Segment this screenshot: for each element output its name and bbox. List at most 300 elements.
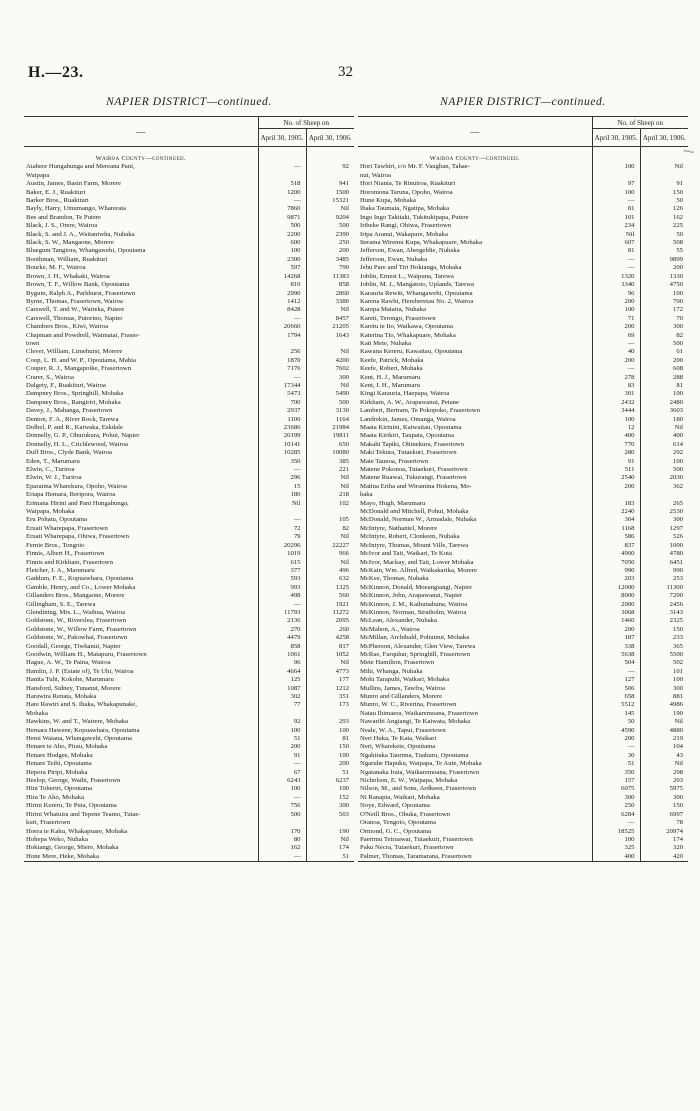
owner-name-cell: Matene Pokonoa, Tutaekuri, Frasertown (360, 466, 468, 474)
sheep-1905-cell: 593 (258, 575, 306, 583)
owner-name-cell: Goldstone, W., Riverslea, Frasertown (26, 617, 127, 625)
table-row (358, 634, 688, 642)
table-row (358, 584, 688, 592)
owner-name-cell: Hamlin, J. P. (Estate of), Te Uhi, Wairoa (26, 667, 134, 675)
sheep-1906-cell: 2325 (640, 617, 688, 625)
sheep-1906-cell: 250 (306, 239, 354, 247)
sheep-1905-cell: 12000 (592, 584, 640, 592)
sheep-1905-cell: 770 (592, 441, 640, 449)
sheep-1906-cell: 9204 (306, 214, 354, 222)
owner-name-cell: Noye, Edward, Opoutama (360, 802, 430, 810)
sheep-1906-cell: 1164 (306, 416, 354, 424)
owner-name-cell: Iripa Aranui, Wakapure, Mohaka (360, 230, 448, 238)
table-row (24, 508, 354, 516)
table-row (358, 332, 688, 340)
table-row (24, 743, 354, 751)
table-row (358, 844, 688, 852)
table-row (358, 819, 688, 827)
owner-name-cell: Mete Hamilton, Frasertown (360, 659, 435, 667)
sheep-1906-cell: 22227 (306, 542, 354, 550)
sheep-1906-cell: 300 (306, 374, 354, 382)
sheep-1905-cell: 100 (592, 836, 640, 844)
sheep-1905-cell: 81 (592, 247, 640, 255)
owner-name-cell: Baker, E. J., Ruakituri (26, 188, 86, 196)
table-row (358, 256, 688, 264)
table-row (358, 794, 688, 802)
sheep-1906-cell: 4750 (640, 281, 688, 289)
sheep-1905-cell: 615 (258, 559, 306, 567)
table-row (24, 685, 354, 693)
table-row (24, 315, 354, 323)
owner-name-cell: Iterama Wiremu Kupa, Whakapuare, Mohaka (360, 239, 483, 247)
table-row (24, 828, 354, 836)
sheep-1905-cell: 858 (258, 643, 306, 651)
sheep-1906-cell: 858 (306, 281, 354, 289)
table-row (358, 710, 688, 718)
owner-name-cell: Hemi Waiana, Whangawehi, Opoutama (26, 735, 132, 743)
sheep-1906-cell: 82 (306, 525, 354, 533)
owner-name-cell: Nicholson, E. W., Waipapa, Mohaka (360, 777, 458, 785)
sheep-1905-cell: 1320 (592, 273, 640, 281)
sheep-1905-cell: — (258, 163, 306, 171)
sheep-1906-cell: 150 (306, 743, 354, 751)
table-row (358, 357, 688, 365)
sheep-1906-cell: Nil (640, 424, 688, 432)
table-row (24, 760, 354, 768)
sheep-1906-cell: 2530 (640, 508, 688, 516)
sheep-1905-cell: 92 (258, 718, 306, 726)
table-row (24, 676, 354, 684)
sheep-1905-cell: 1061 (258, 651, 306, 659)
sheep-1905-cell: 7176 (258, 365, 306, 373)
owner-name-cell: Gaddum, F. E., Kopuawhara, Opoutama (26, 575, 134, 583)
owner-name-cell: McKinnon, John, Arapawanui, Napier (360, 592, 463, 600)
sheep-1905-cell: 4664 (258, 668, 306, 676)
owner-name-cell: McDonald, Norman W., Armadale, Nuhaka (360, 516, 477, 524)
page-number: 32 (338, 64, 353, 80)
sheep-1906-cell: 298 (640, 769, 688, 777)
sheep-1906-cell: 502 (640, 659, 688, 667)
sheep-1906-cell: 5490 (306, 390, 354, 398)
sheep-1905-cell: 5512 (592, 701, 640, 709)
sheep-1905-cell: 518 (258, 180, 306, 188)
owner-name-cell: Oranoa, Tengoio, Opoutama (360, 819, 436, 827)
owner-name-cell: Ngahiraka Taurima, Tuahuru, Opoutama (360, 751, 469, 759)
sheep-1906-cell: 4986 (640, 701, 688, 709)
owner-name-cell: McIntyre, Nathaniel, Morere (360, 524, 438, 532)
sheep-1905-cell (258, 508, 306, 516)
table-row (358, 592, 688, 600)
table-row (24, 794, 354, 802)
sheep-1906-cell: 7200 (640, 592, 688, 600)
owner-name-cell: Ni Ranapia, Waikari, Mohaka (360, 793, 440, 801)
owner-name-cell: Hoera te Kahu, Whakapuare, Mohaka (26, 827, 128, 835)
table-row (24, 516, 354, 524)
owner-name-cell: Mayo, Hugh, Marumaru (360, 499, 426, 507)
sheep-1906-cell: 4773 (306, 668, 354, 676)
sheep-1905-cell: 203 (592, 575, 640, 583)
table-row (358, 416, 688, 424)
owner-name-cell: Goldstone, W., Pakowhai, Frasertown (26, 634, 128, 642)
sheep-1905-cell: 100 (258, 727, 306, 735)
table-row (358, 676, 688, 684)
sheep-1905-cell: 11793 (258, 609, 306, 617)
sheep-1906-cell: 1052 (306, 651, 354, 659)
sheep-1906-cell: 177 (306, 676, 354, 684)
sheep-1905-cell: 234 (592, 222, 640, 230)
owner-name-cell: Iriheke Rangi, Ohiwa, Frasertown (360, 222, 452, 230)
owner-name-cell: Mohaka (26, 709, 48, 717)
sheep-1905-cell: 10141 (258, 441, 306, 449)
owner-name-cell: McIvor and Tait, Waikari, Te Kuta (360, 550, 452, 558)
sheep-1905-cell: 2136 (258, 617, 306, 625)
table-row (358, 802, 688, 810)
owner-name-cell: Maata Kirikiri, Taupata, Opoutama (360, 432, 454, 440)
sheep-1906-cell: 1330 (640, 273, 688, 281)
owner-name-cell: Bayly, Harry, Umumango, Wharerata (26, 205, 127, 213)
owner-name-cell: Munro, W. C., Riverina, Frasertown (360, 701, 457, 709)
sheep-1905-cell: 91 (592, 458, 640, 466)
owner-name-cell: Hague, A. W., Te Paina, Wairoa (26, 659, 111, 667)
sheep-1905-cell: 5473 (258, 390, 306, 398)
sheep-1905-cell: 8428 (258, 306, 306, 314)
table-body (24, 147, 354, 862)
sheep-1906-cell (640, 491, 688, 499)
table-row (24, 256, 354, 264)
table-row (358, 836, 688, 844)
sheep-1905-cell: 1460 (592, 617, 640, 625)
table-row (24, 634, 354, 642)
table-row (358, 525, 688, 533)
sheep-1906-cell (306, 710, 354, 718)
table-row (24, 214, 354, 222)
sheep-1906-cell: 100 (640, 390, 688, 398)
table-row (358, 474, 688, 482)
owner-name-cell: Bygum, Ralph A., Parkhurst, Frasertown (26, 289, 136, 297)
sheep-1905-cell: 51 (592, 760, 640, 768)
owner-name-cell: Donnelly, H. L., Crichlewood, Wairoa (26, 440, 128, 448)
sheep-1905-cell: 7050 (592, 559, 640, 567)
owner-name-cell: Eruati Wharepapa, Ohiwa, Frasertown (26, 533, 129, 541)
owner-name-cell: Bourke, M. F., Wairoa (26, 264, 86, 272)
owner-name-cell: Boothman, William, Ruakituri (26, 255, 108, 263)
sheep-1905-cell: — (592, 743, 640, 751)
table-row (358, 811, 688, 819)
sheep-1906-cell: 6237 (306, 777, 354, 785)
sheep-1905-cell: — (258, 374, 306, 382)
owner-name-cell: Palmer, Thomas, Taramarana, Frasertown (358, 853, 592, 862)
sheep-1905-cell: 9871 (258, 214, 306, 222)
table-row (358, 197, 688, 205)
table-row (358, 466, 688, 474)
owner-name-cell: Hohepa Weko, Nuhaka (26, 835, 88, 843)
table-row (24, 533, 354, 541)
sheep-1906-cell: 4258 (306, 634, 354, 642)
sheep-1906-cell: 2860 (306, 290, 354, 298)
sheep-1906-cell: 100 (306, 785, 354, 793)
owner-name-cell: Neri Huka, Te Kata, Waikari (360, 735, 437, 743)
table-row (358, 533, 688, 541)
table-row (358, 760, 688, 768)
table-row (24, 466, 354, 474)
sheep-1906-cell: 61 (640, 348, 688, 356)
sheep-1906-cell: 1297 (640, 525, 688, 533)
sheep-1905-cell: 100 (258, 247, 306, 255)
owner-name-cell: Brown, T. F., Willow Bank, Opoutama (26, 281, 130, 289)
section-heading (358, 155, 592, 163)
owner-name-cell: McKinnon, Donald, Moeangiangi, Napier (360, 583, 473, 591)
owner-name-cell: Coop, L. H. and W. P., Opoutama, Mahia (26, 356, 136, 364)
table-row (24, 735, 354, 743)
sheep-1905-cell: 10285 (258, 449, 306, 457)
owner-name-cell: Atahere Hungahunga and Mereana Pani, (26, 163, 135, 171)
sheep-1906-cell: 174 (306, 844, 354, 852)
sheep-1905-cell: 2300 (258, 256, 306, 264)
sheep-1906-cell: 200 (640, 357, 688, 365)
table-row (358, 752, 688, 760)
owner-name-cell: McKain, Wm. Alfred, Waikakarika, Morere (360, 566, 477, 574)
owner-name-cell: Landrekin, James, Omanga, Wairoa (360, 415, 456, 423)
section-title: Wairoa County—continued. (429, 155, 520, 162)
table-row (24, 802, 354, 810)
sheep-1906-cell: 420 (640, 853, 688, 862)
table-row (24, 180, 354, 188)
owner-name-cell: Nawaribi Angiangi, Te Kaiwata, Mohaka (360, 718, 471, 726)
owner-name-cell: Natau Ihimaera, Waikaremoana, Frasertown (360, 709, 478, 717)
owner-name-cell: O'Neill Bros., Ohuka, Frasertown (360, 810, 450, 818)
sheep-1905-cell: 200 (592, 735, 640, 743)
sheep-1906-cell: 300 (640, 516, 688, 524)
sheep-1905-cell: 400 (592, 432, 640, 440)
owner-name-cell: Mohi Tarapuhi, Waikari, Mohaka (360, 676, 450, 684)
table-row (358, 306, 688, 314)
sheep-1906-cell: 508 (640, 239, 688, 247)
owner-name-cell: Gillanders Bros., Mangaone, Morere (26, 592, 125, 600)
sheep-1905-cell: 7860 (258, 205, 306, 213)
owner-name-cell: Matina Eriha and Wiramina Hokena, Mo- (360, 482, 472, 490)
table-row (358, 828, 688, 836)
sheep-1905-cell: — (258, 516, 306, 524)
sheep-1906-cell: 50 (640, 231, 688, 239)
owner-name-cell: Karetu te Ito, Waikawa, Opoutama (360, 323, 453, 331)
owner-name-cell: Duff Bros., Clyde Bank, Wairoa (26, 449, 112, 457)
table-row (24, 458, 354, 466)
sheep-1906-cell: Nil (640, 163, 688, 171)
sheep-1906-cell: 881 (640, 693, 688, 701)
section-heading (24, 155, 258, 163)
sheep-1905-cell: 2240 (592, 508, 640, 516)
table-row (358, 516, 688, 524)
owner-name-cell: Dolbel, P. and R., Kaiwaka, Eskdale (26, 424, 123, 431)
table-row (24, 365, 354, 373)
table-row (24, 348, 354, 356)
sheep-1905-cell: 4900 (592, 550, 640, 558)
sheep-1906-cell: 11383 (306, 273, 354, 281)
table-row (358, 214, 688, 222)
owner-name-cell: Karena Rawhi, Hereheretau No. 2, Wairoa (360, 297, 474, 305)
sheep-1905-cell: 5638 (592, 651, 640, 659)
sheep-1905-cell: 18525 (592, 828, 640, 836)
owner-name-cell: Joblin, Ernest L., Waipuna, Tarewa (360, 272, 454, 280)
owner-name-cell: Hawkins, W. and T., Wairere, Mohaka (26, 718, 128, 726)
owner-name-cell: Henare Teihi, Opoutama (26, 760, 92, 768)
sheep-1906-cell: 92 (306, 163, 354, 171)
owner-name-cell: Horomona Taruna, Opoho, Wairoa (360, 188, 453, 196)
table-row (358, 281, 688, 289)
sheep-1906-cell: 104 (640, 743, 688, 751)
owner-name-cell: town (26, 339, 40, 347)
owner-name-cell: Bee and Brandon, Te Putere (26, 213, 101, 221)
sheep-1905-cell: 500 (258, 222, 306, 230)
owner-name-cell: Matene Ruawai, Tukurangi, Frasertown (360, 474, 467, 482)
sheep-1905-cell: — (258, 794, 306, 802)
sheep-1905-cell: 600 (258, 239, 306, 247)
owner-name-cell: Fletcher, J. A., Marumaru (26, 566, 95, 574)
owner-name-cell: Elwin, W. J., Turiroa (26, 474, 82, 482)
owner-name-cell: Eruati Wharepapa, Frasertown (26, 524, 108, 532)
owner-name-cell: Neri, Wharekete, Opoutama (360, 743, 436, 751)
owner-name-cell: Makahi Tapiki, Ohinekura, Frasertown (360, 440, 464, 448)
sheep-1906-cell: Nil (640, 760, 688, 768)
table-row (24, 500, 354, 508)
table-row (358, 180, 688, 188)
sheep-1906-cell: 6997 (640, 811, 688, 819)
table-row (24, 542, 354, 550)
table-row (24, 441, 354, 449)
table-row (358, 374, 688, 382)
table-row (24, 592, 354, 600)
table-row (24, 769, 354, 777)
report-reference: H.—23. (28, 64, 84, 81)
sheep-1905-cell: 1412 (258, 298, 306, 306)
sheep-1905-cell: 1168 (592, 525, 640, 533)
owner-name-cell: Neale, W. A., Tapui, Frasertown (360, 726, 446, 734)
table-row (358, 693, 688, 701)
sheep-1906-cell: 190 (306, 828, 354, 836)
sheep-1905-cell: 162 (258, 844, 306, 852)
sheep-1906-cell: 21984 (306, 424, 354, 432)
sheep-1905-cell: 125 (258, 676, 306, 684)
column-name-header: — (24, 117, 258, 147)
owner-name-cell: Black, S. W., Mangaone, Morere (26, 239, 114, 247)
sheep-1905-cell: 498 (258, 592, 306, 600)
sheep-1905-cell: 6243 (258, 777, 306, 785)
sheep-1906-cell: 105 (306, 516, 354, 524)
owner-name-cell: Paku Necra, Tutaekuri, Frasertown (360, 844, 454, 852)
sheep-1906-cell: 500 (306, 222, 354, 230)
table-row (358, 701, 688, 709)
sheep-1906-cell: Nil (306, 483, 354, 491)
sheep-1906-cell: 150 (640, 802, 688, 810)
sheep-1906-cell: 2030 (640, 474, 688, 482)
table-row (358, 239, 688, 247)
owner-name-cell: Mihi, Whanga, Nuhaka (360, 667, 423, 675)
sheep-1905-cell: 15 (258, 483, 306, 491)
sheep-1905-cell: 170 (258, 828, 306, 836)
owner-name-cell: Kent, I. H., Marumaru (360, 381, 420, 389)
table-row (358, 390, 688, 398)
sheep-1905-cell: — (258, 197, 306, 205)
sheep-1905-cell: 183 (592, 500, 640, 508)
sheep-1905-cell: — (258, 760, 306, 768)
owner-name-cell: Keefe, Robert, Mohaka (360, 365, 423, 373)
sheep-1905-cell: 301 (592, 390, 640, 398)
sheep-1906-cell: 1500 (306, 189, 354, 197)
table-row (358, 432, 688, 440)
sheep-1906-cell: 817 (306, 643, 354, 651)
sheep-1905-cell: 80 (258, 836, 306, 844)
sheep-1905-cell: — (592, 340, 640, 348)
owner-name-cell: Keefe, Patrick, Mohaka (360, 356, 424, 364)
sheep-1906-cell: 496 (306, 567, 354, 575)
sheep-1906-cell: 320 (640, 844, 688, 852)
table-row (24, 390, 354, 398)
sheep-1906-cell: 351 (306, 693, 354, 701)
sheep-1905-cell: 500 (258, 811, 306, 819)
sheep-1906-cell: 700 (640, 298, 688, 306)
owner-name-cell: Hune Kupa, Mohaka (360, 197, 416, 205)
table-row (358, 500, 688, 508)
sheep-1905-cell: 6284 (592, 811, 640, 819)
sheep-1905-cell: 350 (592, 769, 640, 777)
sheep-1905-cell: 300 (592, 794, 640, 802)
sheep-1905-cell: 990 (592, 567, 640, 575)
sheep-1906-cell: 300 (640, 323, 688, 331)
sheep-1905-cell: Nil (592, 231, 640, 239)
table-row (358, 273, 688, 281)
table-row (24, 298, 354, 306)
sheep-1906-cell: 81 (640, 382, 688, 390)
sheep-1906-cell (306, 819, 354, 827)
sheep-1906-cell: 293 (306, 718, 354, 726)
table-row (358, 205, 688, 213)
sheep-1906-cell: 19811 (306, 432, 354, 440)
owner-name-cell: Kawana Kereru, Kawaitau, Opoutama (360, 348, 463, 356)
sheep-1905-cell: 100 (592, 416, 640, 424)
sheep-1906-cell: 2456 (640, 601, 688, 609)
sheep-1905-cell: 377 (258, 567, 306, 575)
sheep-1906-cell: 150 (640, 626, 688, 634)
owner-name-cell: Ihaka Taumata, Ngatipa, Mohaka (360, 205, 450, 213)
table-row (24, 651, 354, 659)
owner-name-cell: McKee, Thomas, Nuhaka (360, 575, 429, 583)
owner-name-cell: Chambers Bros., Kiwi, Wairoa (26, 323, 109, 331)
owner-name-cell: Nilson, M., and Sons, Ardkeen, Frasertown (360, 785, 476, 793)
sheep-1905-cell: 100 (592, 189, 640, 197)
table-row (358, 575, 688, 583)
owner-name-cell: Kirkham, A. W., Arapawanui, Petane (360, 398, 459, 406)
sheep-1905-cell: — (258, 601, 306, 609)
table-row (24, 853, 354, 862)
margin-mark: ~- (683, 144, 694, 158)
sheep-1905-cell: 100 (258, 785, 306, 793)
sheep-1906-cell: 200 (306, 760, 354, 768)
sheep-1906-cell: 126 (640, 205, 688, 213)
sheep-1906-cell: 50 (640, 197, 688, 205)
sheep-1906-cell: 1000 (640, 542, 688, 550)
sheep-1905-cell: 2540 (592, 474, 640, 482)
owner-name-cell: Byrne, Thomas, Frasertown, Wairoa (26, 297, 123, 305)
owner-name-cell: Gillingham, S. E., Tarewa (26, 600, 96, 608)
table-row (24, 432, 354, 440)
sheep-1905-cell: 79 (258, 533, 306, 541)
owner-name-cell: McDonald and Mitchell, Pohui, Mohaka (360, 508, 469, 516)
owner-name-cell: Kingi Karauria, Haepapa, Wairoa (360, 390, 450, 398)
table-row (24, 416, 354, 424)
owner-name-cell: Donnelly, G. P., Ohurukura, Pohui, Napier (26, 432, 140, 440)
sheep-1906-cell: 200 (306, 247, 354, 255)
sheep-1905-cell: — (592, 819, 640, 827)
